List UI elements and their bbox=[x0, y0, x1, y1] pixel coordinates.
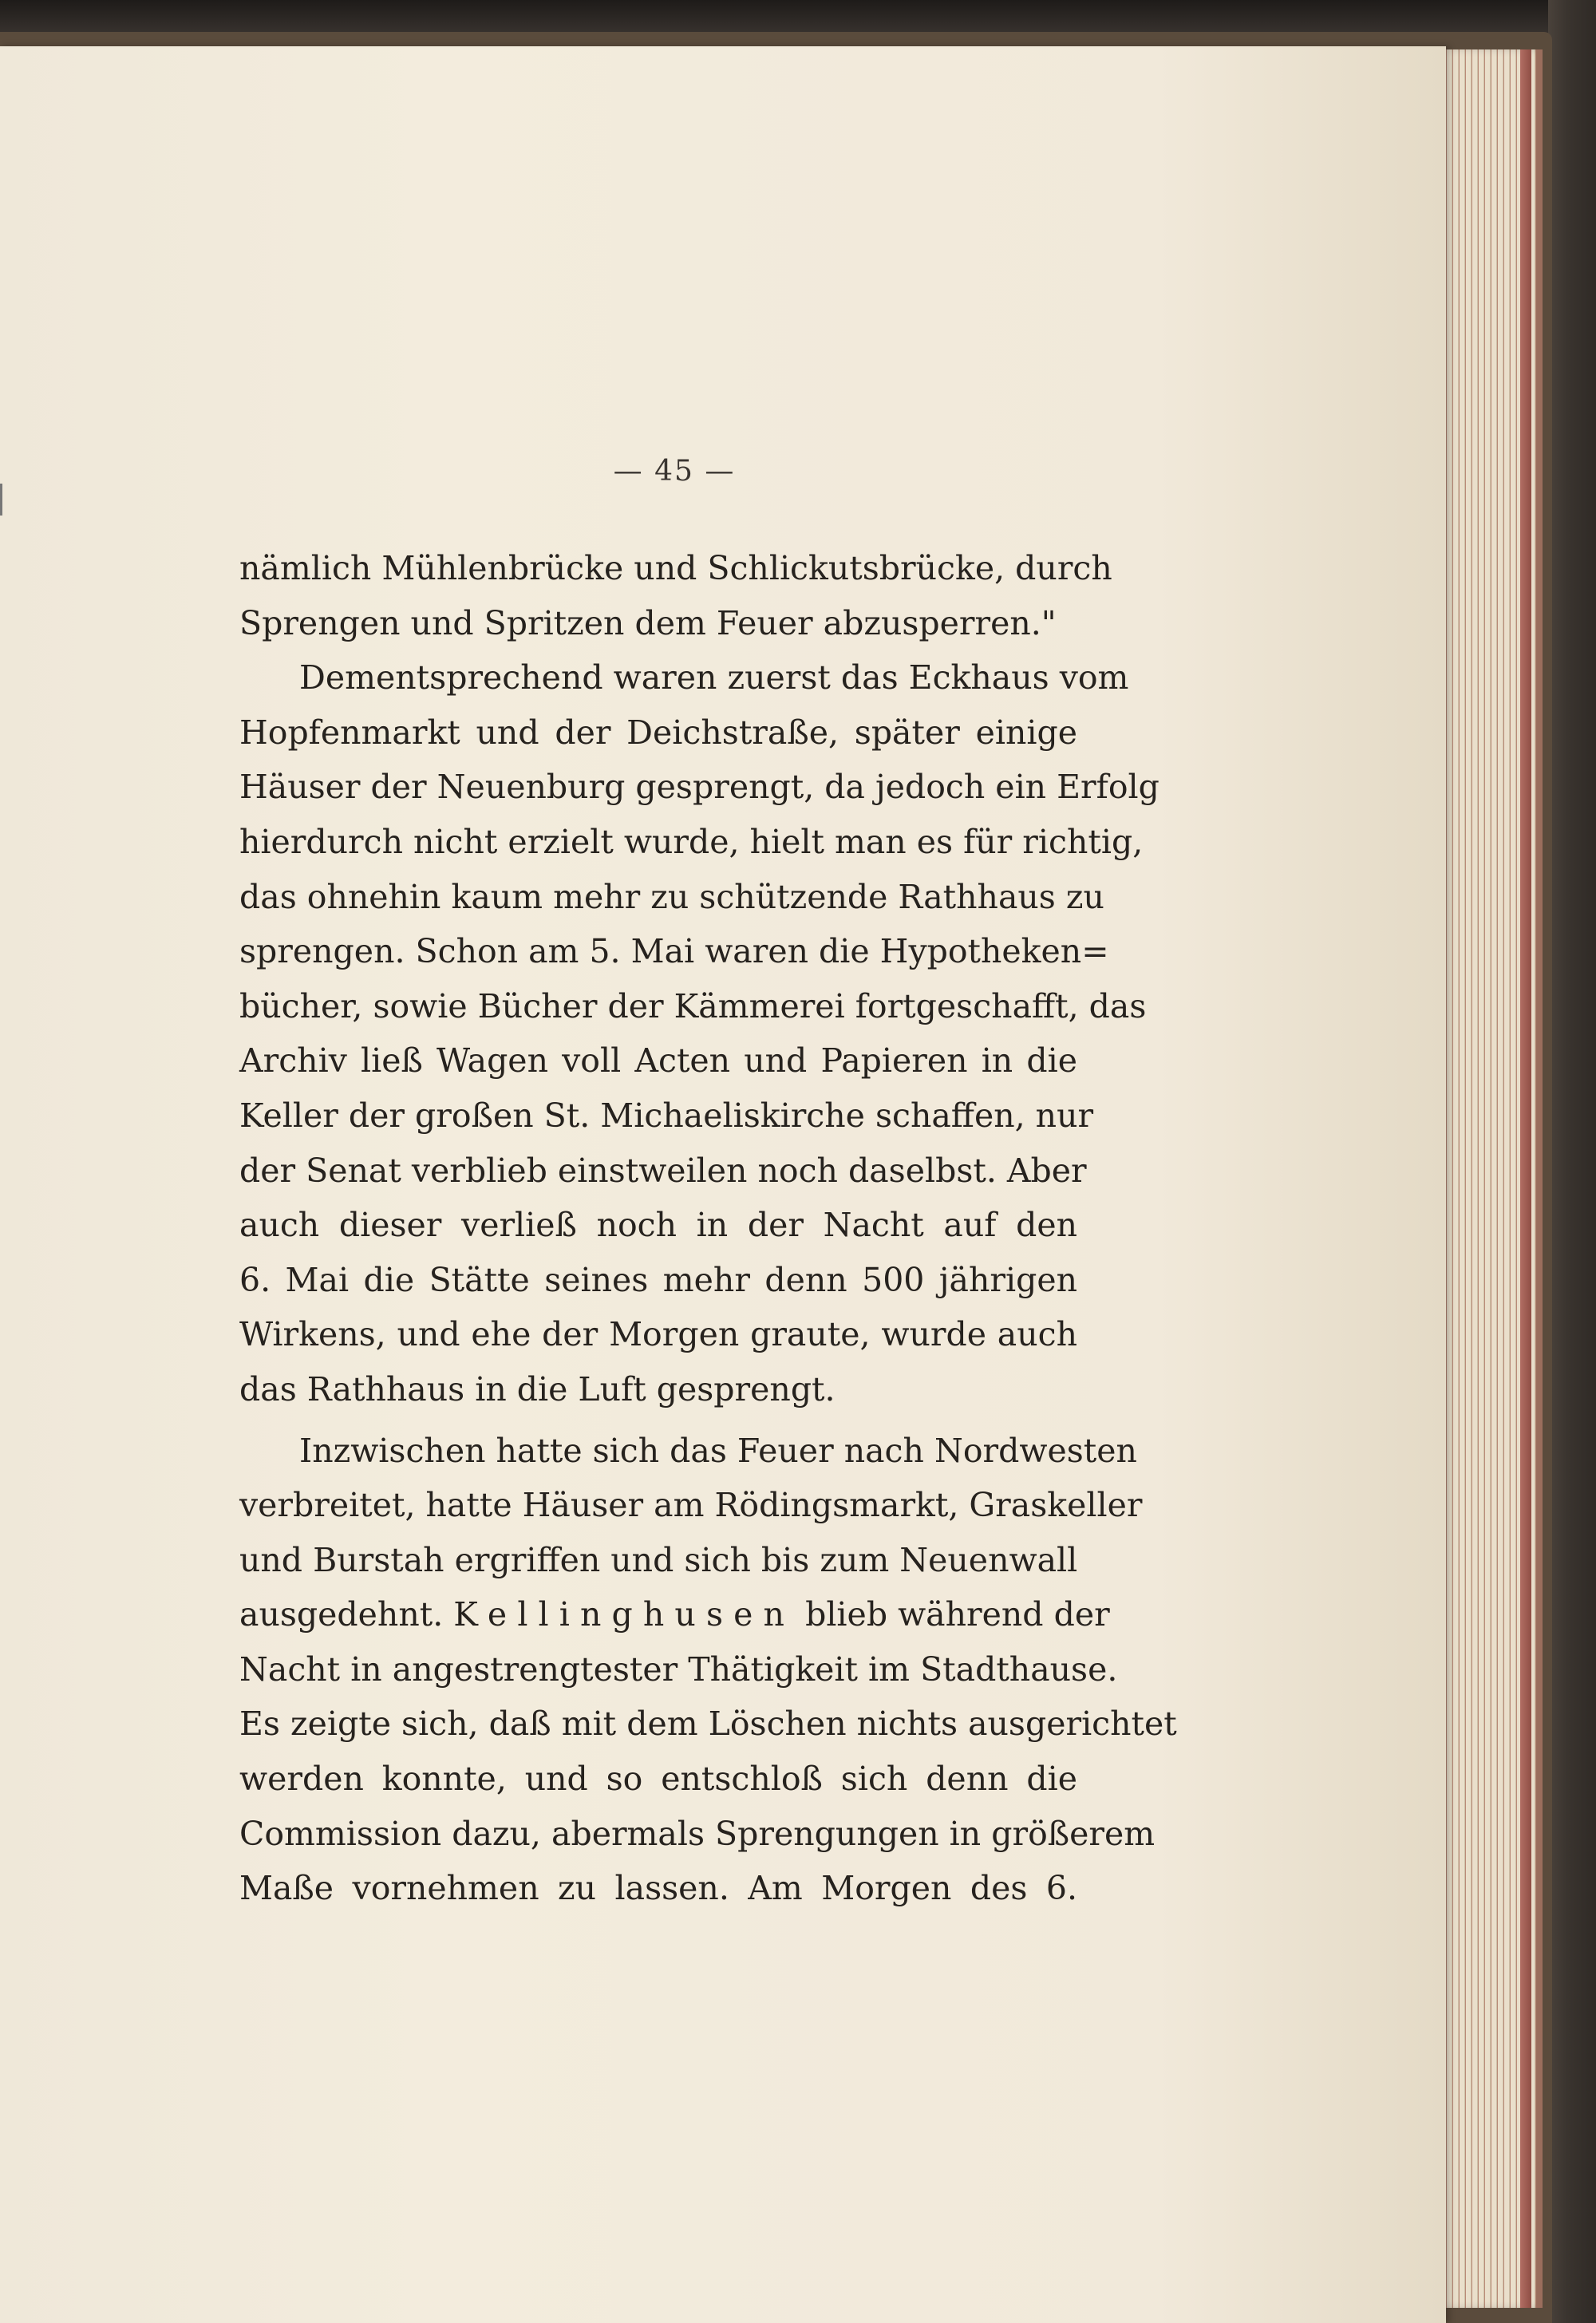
text-line: Nacht in angestrengtester Thätigkeit im Stadthause. bbox=[239, 1649, 1118, 1689]
text-line: Archiv ließ Wagen voll Acten und Papieren in die bbox=[239, 1041, 1077, 1081]
text-line: und Burstah ergriffen und sich bis zum Neuenwall bbox=[239, 1540, 1078, 1579]
text-line: bücher, sowie Bücher der Kämmerei fortgeschafft, das bbox=[239, 986, 1147, 1025]
text-line: Häuser der Neuenburg gesprengt, da jedoch ein Erfolg bbox=[239, 768, 1159, 807]
text-line: Sprengen und Spritzen dem Feuer abzusperren." bbox=[239, 603, 1057, 642]
text-line: Dementsprechend waren zuerst das Eckhaus vom bbox=[299, 658, 1129, 697]
text-line: Hopfenmarkt und der Deichstraße, später einige bbox=[239, 713, 1077, 752]
scanner-background-right bbox=[1548, 0, 1596, 2323]
text-line: Maße vornehmen zu lassen. Am Morgen des 6. bbox=[239, 1869, 1077, 1908]
text-line: sprengen. Schon am 5. Mai waren die Hypotheken= bbox=[239, 932, 1109, 971]
text-line: nämlich Mühlenbrücke und Schlickutsbrücke, durch bbox=[239, 549, 1112, 587]
red-edge-coloring bbox=[1520, 49, 1531, 2308]
text-line: hierdurch nicht erzielt wurde, hielt man es für richtig, bbox=[239, 822, 1144, 861]
text-line: Commission dazu, abermals Sprengungen in größerem bbox=[239, 1814, 1156, 1853]
text-line: werden konnte, und so entschloß sich denn die bbox=[239, 1760, 1077, 1799]
book-page bbox=[0, 46, 1446, 2323]
text-line: verbreitet, hatte Häuser am Rödingsmarkt, Graskeller bbox=[239, 1486, 1143, 1525]
body-text bbox=[239, 541, 1177, 1916]
text-line: das Rathhaus in die Luft gesprengt. bbox=[239, 1369, 836, 1408]
text-line: Keller der großen St. Michaeliskirche schaffen, nur bbox=[239, 1096, 1094, 1135]
spaced-person-name: Kellinghusen bbox=[453, 1595, 796, 1634]
text-fragment: blieb während der bbox=[805, 1595, 1110, 1634]
text-line: das ohnehin kaum mehr zu schützende Rathhaus zu bbox=[239, 877, 1104, 916]
text-line: Es zeigte sich, daß mit dem Löschen nichts ausgerichtet bbox=[239, 1705, 1177, 1744]
scan-margin-mark bbox=[0, 484, 2, 516]
text-line: Inzwischen hatte sich das Feuer nach Nordwesten bbox=[299, 1431, 1137, 1470]
text-line-with-spaced-name bbox=[239, 1587, 1110, 1642]
paragraph-gap bbox=[239, 1417, 1077, 1424]
page-number: — 45 — bbox=[613, 455, 736, 488]
text-line: Wirkens, und ehe der Morgen graute, wurde auch bbox=[239, 1315, 1077, 1354]
text-line: der Senat verblieb einstweilen noch daselbst. Aber bbox=[239, 1151, 1087, 1190]
text-line: auch dieser verließ noch in der Nacht auf den bbox=[239, 1206, 1077, 1245]
text-fragment: ausgedehnt. bbox=[239, 1595, 444, 1634]
text-line: 6. Mai die Stätte seines mehr denn 500 jährigen bbox=[239, 1260, 1077, 1299]
